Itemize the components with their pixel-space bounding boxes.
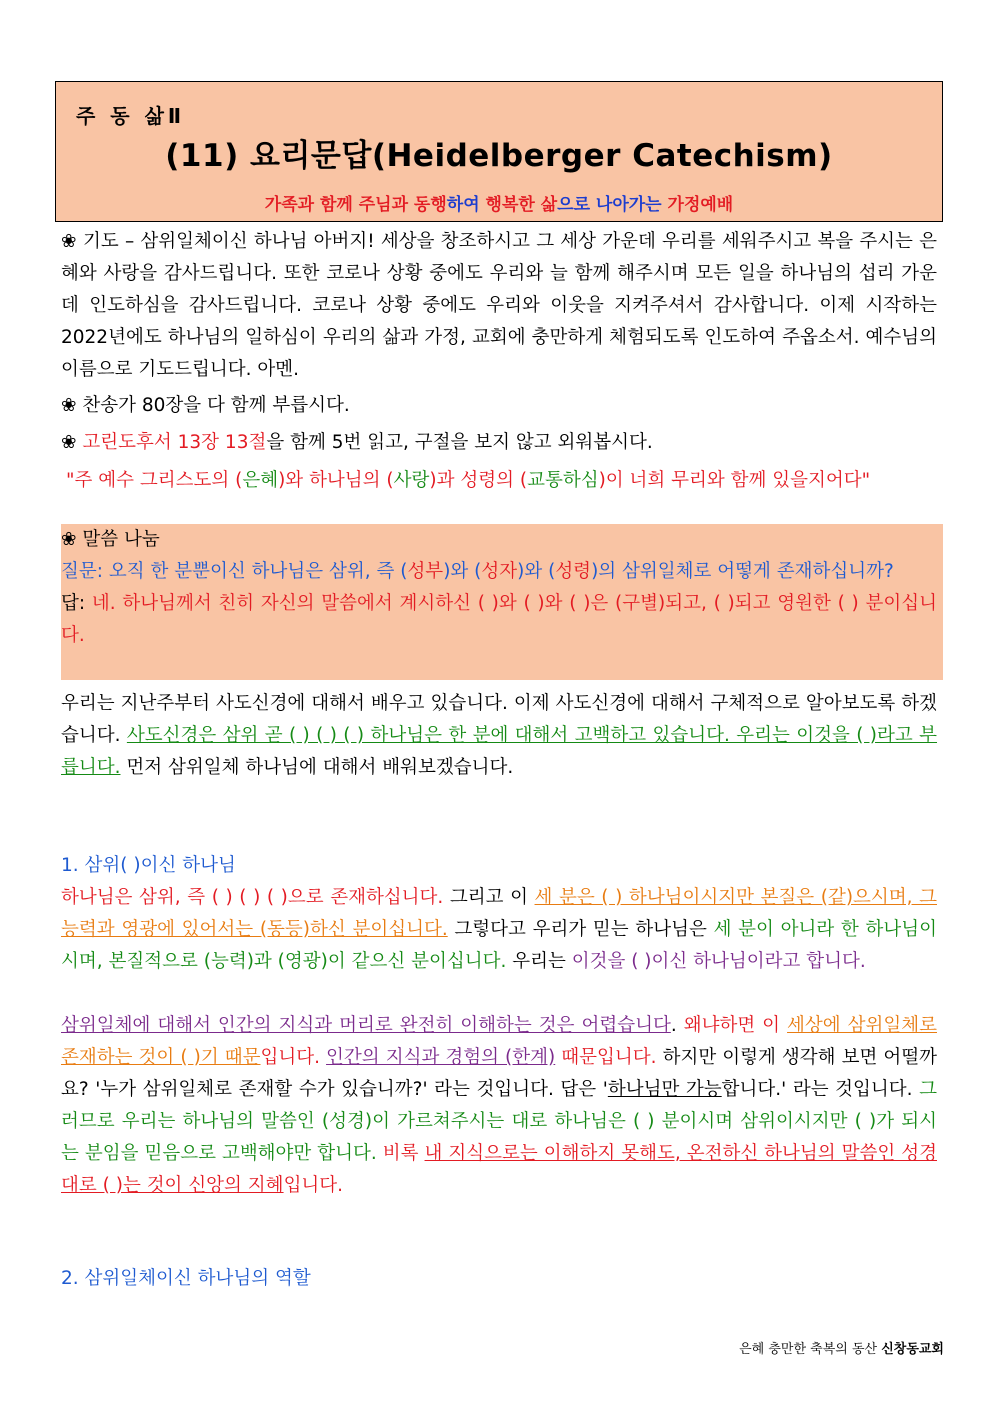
intro-highlight: 사도신경은 삼위 곧 ( ) ( ) ( ) 하나님은 한 분에 대해서 고백하고 있습니다. 우리는 이것을 ( )라고 부릅니다. <box>61 725 938 778</box>
section-1-paragraph-1 <box>61 882 937 978</box>
hymn-paragraph <box>61 390 937 422</box>
para-part: . <box>670 1015 684 1036</box>
para-highlight: 하나님만 가능 <box>607 1079 722 1100</box>
sharing-question <box>61 556 937 588</box>
para-part: 그리고 이 <box>443 887 535 908</box>
question-part: 질문: 오직 한 분뿐이신 하나님은 삼위, 즉 ( <box>61 561 408 582</box>
church-name: 신창동교회 <box>881 1342 944 1357</box>
hymn-text: 찬송가 80장을 다 함께 부릅시다. <box>76 395 350 416</box>
flower-icon: ❀ <box>61 231 77 252</box>
prayer-text: 기도 – 삼위일체이신 하나님 아버지! 세상을 창조하시고 그 세상 가운데 우리를 세워주시고 복을 주시는 은혜와 사랑을 감사드립니다. 또한 코로나 상황 중에도 우리와 늘 함께 해주시며 모든 일을 하나님의 섭리 가운데 인도하심을 감사드립니다. 코로나 상황 중에도 우리와 이웃을 지켜주셔서 감사합니다. 이제 시작하는 2022년에도 하나님의 일하심이 우리의 삶과 가정, 교회에 충만하게 체험되도록 인도하여 주옵소서. 예수님의 이름으로 기도드립니다. 아멘. <box>61 231 937 380</box>
answer-text: 네. 하나님께서 친히 자신의 말씀에서 계시하신 ( )와 ( )와 ( )은 (구별)되고, ( )되고 영원한 ( ) 분이십니다. <box>61 593 937 646</box>
para-part: 입니다. <box>260 1047 327 1068</box>
memory-reference: 고린도후서 13장 13절 <box>76 432 267 453</box>
para-highlight: 세상에 삼위일체로 존재하는 것이 ( )기 때문 <box>61 1015 937 1068</box>
subtitle-part: 주님과 동행 <box>358 195 447 215</box>
footer-text: 은혜 충만한 축복의 동산 <box>739 1342 882 1357</box>
series-title: 주 동 삶Ⅱ <box>76 104 186 128</box>
memory-paragraph <box>61 427 937 459</box>
para-part: 때문입니다. <box>555 1047 657 1068</box>
question-answer: 성령 <box>555 561 592 582</box>
para-highlight: 삼위일체에 대해서 인간의 지식과 머리로 완전히 이해하는 것은 어렵습니다 <box>61 1015 671 1036</box>
para-part: 하지만 이렇게 생각해 보면 어떨까요? '누가 삼위일체로 존재할 수가 있습니까?' 라는 것입니다. 답은 ' <box>61 1047 937 1100</box>
verse-part: )과 성령의 ( <box>429 470 528 491</box>
verse-blank-answer: 교통하심 <box>527 470 599 491</box>
flower-icon: ❀ <box>61 432 77 453</box>
section-1-paragraph-2 <box>61 1010 937 1202</box>
sharing-answer <box>61 588 937 652</box>
para-highlight: 내 지식으로는 이해하지 못해도, 온전하신 하나님의 말씀인 성경대로 ( )는 것이 신앙의 지혜 <box>61 1143 937 1196</box>
subtitle-part: 하여 <box>446 195 486 215</box>
footer <box>739 1338 944 1357</box>
para-part: 합니다.' 라는 것입니다. <box>721 1079 920 1100</box>
subtitle-part: 행복한 삶 <box>485 195 558 215</box>
prayer-paragraph <box>61 226 937 386</box>
verse-blank-answer: 사랑 <box>393 470 430 491</box>
para-part: 그렇다고 우리가 믿는 하나님은 <box>447 919 714 940</box>
para-part: 하나님은 삼위, 즉 ( ) ( ) ( )으로 존재하십니다. <box>61 887 444 908</box>
question-part: )의 삼위일체로 어떻게 존재하십니까? <box>591 561 894 582</box>
subtitle-part: 으로 나아가는 <box>557 195 668 215</box>
flower-icon: ❀ <box>61 529 77 550</box>
intro-part: 우리는 지난주부터 사도신경에 대해서 배우고 있습니다. 이제 사도신경에 대해서 구체적으로 알아보도록 하겠습니다. <box>61 693 937 746</box>
question-answer: 성부 <box>407 561 444 582</box>
question-part: )와 ( <box>517 561 556 582</box>
section-2-heading: 2. 삼위일체이신 하나님의 역할 <box>61 1268 311 1289</box>
answer-label: 답: <box>61 593 92 614</box>
para-highlight: 세 분이 아니라 한 하나님이시며, 본질적으로 (능력)과 (영광)이 같으신 분이십니다. <box>61 919 937 972</box>
para-highlight: 세 분은 ( ) 하나님이시지만 본질은 (같)으시며, 그 능력과 영광에 있어서는 (동등)하신 분이십니다. <box>61 887 937 940</box>
para-highlight: 이것을 ( )이신 하나님이라고 합니다. <box>571 951 866 972</box>
sharing-section <box>61 524 937 652</box>
intro-paragraph <box>61 688 937 784</box>
para-part: 왜냐하면 이 <box>683 1015 788 1036</box>
memory-instruction: 을 함께 5번 읽고, 구절을 보지 않고 외워봅시다. <box>266 432 653 453</box>
section-1-heading: 1. 삼위( )이신 하나님 <box>61 855 236 876</box>
para-highlight: 그러므로 우리는 하나님의 말씀인 (성경)이 가르쳐주시는 대로 하나님은 ( ) 분이시며 삼위이시지만 ( )가 되시는 분임을 믿음으로 고백해야만 합니다. <box>61 1079 937 1164</box>
verse-blank-answer: 은혜 <box>242 470 279 491</box>
para-part: 우리는 <box>506 951 572 972</box>
verse-part: )이 너희 무리와 함께 있을지어다" <box>598 470 871 491</box>
verse-part: "주 예수 그리스도의 ( <box>66 470 243 491</box>
flower-icon: ❀ <box>61 395 77 416</box>
para-highlight: 인간의 지식과 경험의 (한계) <box>326 1047 556 1068</box>
header-box <box>55 81 943 222</box>
page-title: (11) 요리문답(Heidelberger Catechism) <box>165 138 833 174</box>
para-part: 비록 <box>376 1143 425 1164</box>
para-part: 입니다. <box>283 1175 344 1196</box>
subtitle-part: 가정예배 <box>667 195 734 215</box>
subtitle <box>56 190 942 215</box>
intro-part: 먼저 삼위일체 하나님에 대해서 배워보겠습니다. <box>120 757 514 778</box>
subtitle-part: 가족과 함께 <box>264 195 359 215</box>
question-answer: 성자 <box>481 561 518 582</box>
question-part: )와 ( <box>443 561 482 582</box>
sharing-title: 말씀 나눔 <box>76 529 160 550</box>
memory-verse <box>66 465 937 497</box>
verse-part: )와 하나님의 ( <box>278 470 394 491</box>
